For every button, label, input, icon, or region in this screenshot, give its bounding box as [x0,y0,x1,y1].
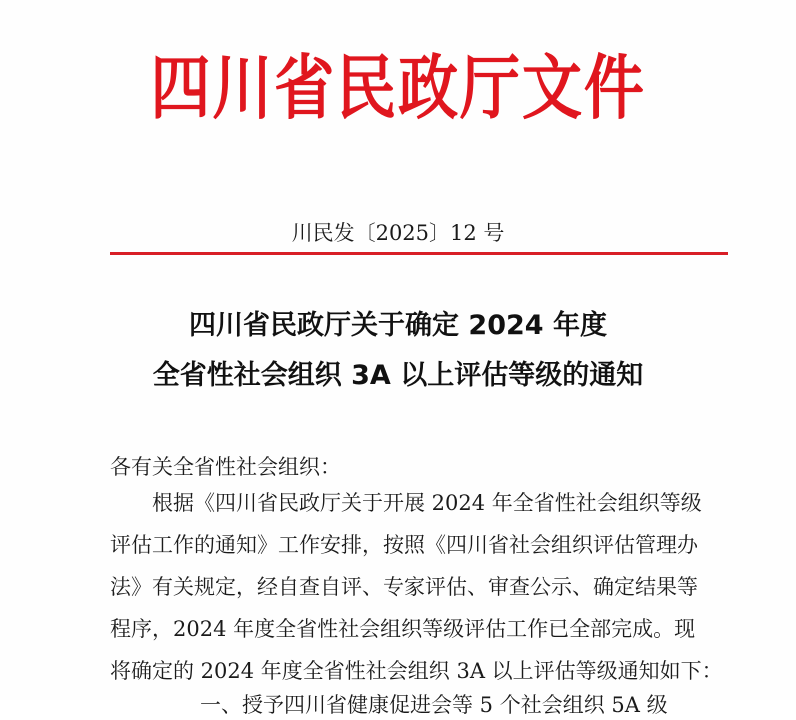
salutation: 各有关全省性社会组织： [110,455,341,479]
body-line: 根据《四川省民政厅关于开展 2024 年全省性社会组织等级 [152,491,702,515]
document-number: 川民发〔2025〕12 号 [291,221,505,245]
document-subject-line-2: 全省性社会组织 3A 以上评估等级的通知 [152,360,644,391]
document-subject-line-1: 四川省民政厅关于确定 2024 年度 [189,310,607,341]
red-separator-line [110,252,728,255]
issuing-authority-header: 四川省民政厅文件 [150,47,646,129]
body-line-partial: 一、授予四川省健康促进会等 5 个社会组织 5A 级 [200,693,668,717]
body-line: 法》有关规定，经自查自评、专家评估、审查公示、确定结果等 [110,575,698,599]
body-line: 将确定的 2024 年度全省性社会组织 3A 以上评估等级通知如下： [110,659,723,683]
body-line: 评估工作的通知》工作安排，按照《四川省社会组织评估管理办 [110,533,698,557]
body-line: 程序，2024 年度全省性社会组织等级评估工作已全部完成。现 [110,617,696,641]
